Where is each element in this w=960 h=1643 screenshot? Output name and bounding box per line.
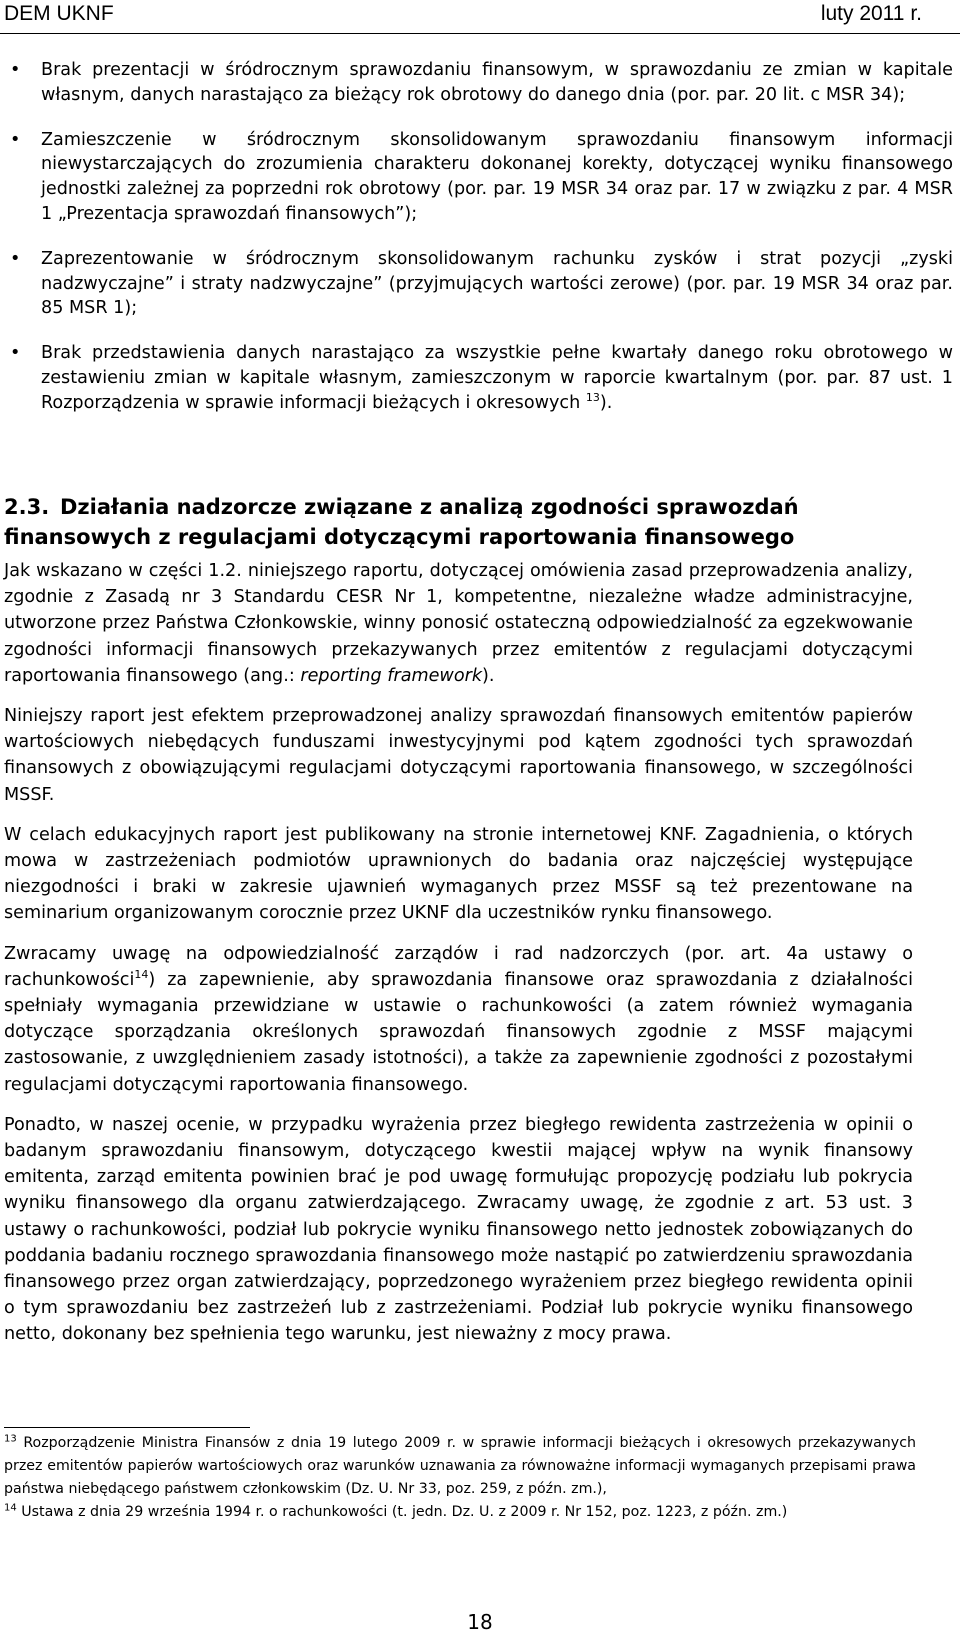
paragraph xyxy=(4,558,913,689)
footnote xyxy=(4,1432,916,1501)
section-number: 2.3. xyxy=(4,495,50,519)
footnote-number: 13 xyxy=(4,1433,17,1445)
footnotes xyxy=(4,1432,916,1524)
paragraph: W celach edukacyjnych raport jest publikowany na stronie internetowej KNF. Zagadnienia, o których mowa w zastrzeżeniach podmiotów uprawnionych do badania oraz najczęściej występujące niezgodności i braki w zakresie ujawnień wymaganych przez MSSF są też prezentowane na seminarium organizowanym corocznie przez UKNF dla uczestników rynku finansowego. xyxy=(4,824,913,924)
bullet-text: Zaprezentowanie w śródrocznym skonsolidowanym rachunku zysków i strat pozycji „zyski nadzwyczajne” i straty nadzwyczajne” (przyjmujących wartości zerowe) (por. par. 19 MSR 34 oraz par. 85 MSR 1); xyxy=(41,248,953,319)
paragraph-tail: ). xyxy=(482,665,495,686)
page-header xyxy=(0,0,960,34)
bullet-dot-icon: • xyxy=(10,60,21,80)
body-text xyxy=(4,558,913,1362)
footnote xyxy=(4,1501,916,1524)
bullet-item xyxy=(0,58,953,108)
footnote-text: Rozporządzenie Ministra Finansów z dnia 19 lutego 2009 r. w sprawie informacji bieżących i okresowych przekazywanych przez emitentów papierów wartościowych oraz warunków uznawania za równoważne informacji wymaganych przepisami prawa państwa niebędącego państwem członkowskim (Dz. U. Nr 33, poz. 259, z późn. zm.), xyxy=(4,1435,916,1497)
bullet-text-tail: ). xyxy=(599,392,613,413)
header-date: luty 2011 r. xyxy=(820,2,922,25)
bullet-list xyxy=(0,58,960,436)
bullet-item xyxy=(0,128,953,227)
header-publisher: DEM UKNF xyxy=(4,2,114,25)
emphasis-text: reporting framework xyxy=(300,665,483,686)
footnote-number: 14 xyxy=(4,1502,17,1514)
bullet-text: Brak prezentacji w śródrocznym sprawozdaniu finansowym, w sprawozdaniu ze zmian w kapitale własnym, danych narastająco za bieżący rok obrotowy do danego dnia (por. par. 20 lit. c MSR 34); xyxy=(41,60,953,105)
bullet-dot-icon: • xyxy=(10,129,21,150)
page-number: 18 xyxy=(467,1610,493,1634)
paragraph-text: Zwracamy uwagę na odpowiedzialność zarządów i rad nadzorczych (por. art. 4a ustawy o rachunkowości xyxy=(4,943,913,990)
paragraph-text: Jak wskazano w części 1.2. niniejszego raportu, dotyczącej omówienia zasad przeprowadzenia analizy, zgodnie z Zasadą nr 3 Standardu CESR Nr 1, kompetentne, niezależne władze administracyjne, utworzone przez Państwa Członkowskie, winny ponosić ostateczną odpowiedzialność za egzekwowanie zgodności informacji finansowych przekazywanych przez emitentów z regulacjami dotyczącymi raportowania finansowego (ang.: xyxy=(4,561,913,686)
footnote-ref[interactable]: 13 xyxy=(585,390,600,404)
footnote-separator xyxy=(4,1427,250,1428)
paragraph: Niniejszy raport jest efektem przeprowadzonej analizy sprawozdań finansowych emitentów papierów wartościowych niebędących funduszami inwestycyjnymi pod kątem zgodności tych sprawozdań finansowych z obowiązującymi regulacjami dotyczącymi raportowania finansowego, w szczególności MSSF. xyxy=(4,706,913,805)
paragraph-text: ) za zapewnienie, aby sprawozdania finansowe oraz sprawozdania z działalności spełniały wymagania przewidziane w ustawie o rachunkowości (a zatem również wymagania dotyczące sporządzania określonych sprawozdań finansowych zgodnie z MSSF mającymi zastosowanie, z uwzględnieniem zasady istotności), a także za zapewnienie zgodności z pozostałymi regulacjami dotyczącymi raportowania finansowego. xyxy=(4,969,913,1095)
bullet-item xyxy=(0,341,953,415)
footnote-ref[interactable]: 14 xyxy=(134,967,149,981)
bullet-dot-icon: • xyxy=(10,343,21,364)
bullet-dot-icon: • xyxy=(10,248,21,269)
header-rule xyxy=(0,33,960,34)
footnote-text: Ustawa z dnia 29 września 1994 r. o rachunkowości (t. jedn. Dz. U. z 2009 r. Nr 152, poz. 1223, z późn. zm.) xyxy=(16,1504,788,1520)
bullet-text: Zamieszczenie w śródrocznym skonsolidowanym sprawozdaniu finansowym informacji niewystarczających do zrozumienia charakteru dokonanej korekty, dotyczącej wyniku finansowego jednostki zależnej za poprzedni rok obrotowy (por. par. 19 MSR 34 oraz par. 17 w związku z par. 4 MSR 1 „Prezentacja sprawozdań finansowych”); xyxy=(41,129,953,224)
paragraph xyxy=(4,941,913,1098)
bullet-text: Brak przedstawienia danych narastająco za wszystkie pełne kwartały danego roku obrotowego w zestawieniu zmian w kapitale własnym, zamieszczonym w raporcie kwartalnym (por. par. 87 ust. 1 Rozporządzenia w sprawie informacji bieżących i okresowych xyxy=(41,343,953,413)
bullet-item xyxy=(0,247,953,321)
section-title: Działania nadzorcze związane z analizą zgodności sprawozdań finansowych z regulacjami dotyczącymi raportowania finansowego xyxy=(4,495,799,549)
paragraph: Ponadto, w naszej ocenie, w przypadku wyrażenia przez biegłego rewidenta zastrzeżenia w opinii o badanym sprawozdaniu finansowym, dotyczącego kwestii mającej wpływ na wynik finansowy emitenta, zarząd emitenta powinien brać je pod uwagę formułując propozycję podziału lub pokrycia wyniku finansowego dla organu zatwierdzającego. Zwracamy uwagę, że zgodnie z art. 53 ust. 3 ustawy o rachunkowości, podział lub pokrycie wyniku finansowego netto jednostek zobowiązanych do poddania badaniu rocznego sprawozdania finansowego może nastąpić po zatwierdzeniu sprawozdania finansowego przez organ zatwierdzający, poprzedzonego wyrażeniem przez biegłego rewidenta opinii o tym sprawozdaniu bez zastrzeżeń lub z zastrzeżeniami. Podział lub pokrycie wyniku finansowego netto, dokonany bez spełnienia tego warunku, jest nieważny z mocy prawa. xyxy=(4,1114,913,1345)
section-heading xyxy=(4,492,914,552)
